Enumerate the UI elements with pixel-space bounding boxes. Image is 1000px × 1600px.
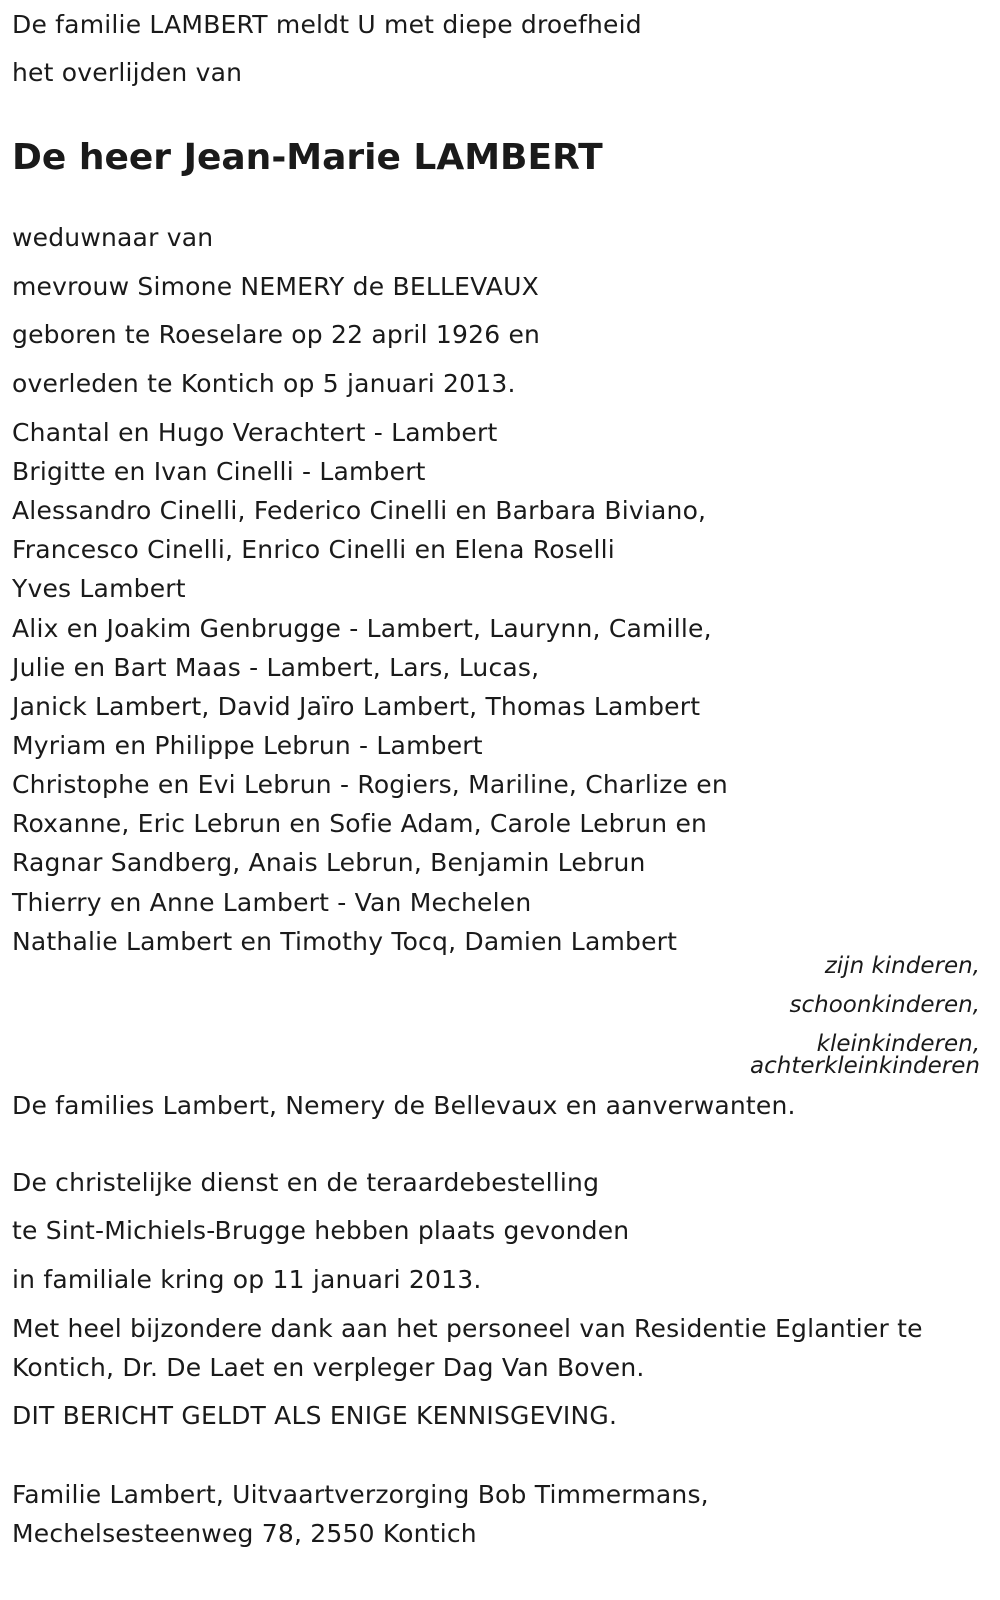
detail-line: geboren te Roeselare op 22 april 1926 en <box>12 320 541 349</box>
family-line: Brigitte en Ivan Cinelli - Lambert <box>12 457 426 486</box>
detail-line: mevrouw Simone NEMERY de BELLEVAUX <box>12 272 539 301</box>
relation-label: schoonkinderen, <box>789 992 980 1018</box>
service-line: in familiale kring op 11 januari 2013. <box>12 1265 482 1294</box>
footer-line: Mechelsesteenweg 78, 2550 Kontich <box>12 1519 477 1548</box>
detail-line: overleden te Kontich op 5 januari 2013. <box>12 369 516 398</box>
footer-line: Familie Lambert, Uitvaartverzorging Bob Timmermans, <box>12 1480 709 1509</box>
family-line: Thierry en Anne Lambert - Van Mechelen <box>12 888 532 917</box>
deceased-title: De heer Jean-Marie LAMBERT <box>12 137 603 178</box>
death-notice <box>12 0 988 1600</box>
intro-line-1: De familie LAMBERT meldt U met diepe droefheid <box>12 10 642 39</box>
thanks-line: Kontich, Dr. De Laet en verpleger Dag Van Boven. <box>12 1353 645 1382</box>
intro-line-2: het overlijden van <box>12 58 243 87</box>
detail-line: weduwnaar van <box>12 223 214 252</box>
family-line: Christophe en Evi Lebrun - Rogiers, Mariline, Charlize en <box>12 770 728 799</box>
family-line: Janick Lambert, David Jaïro Lambert, Thomas Lambert <box>12 692 701 721</box>
family-line: Nathalie Lambert en Timothy Tocq, Damien Lambert <box>12 927 678 956</box>
family-line: Myriam en Philippe Lebrun - Lambert <box>12 731 483 760</box>
relation-label: zijn kinderen, <box>824 953 980 979</box>
family-line: Chantal en Hugo Verachtert - Lambert <box>12 418 498 447</box>
family-line: Francesco Cinelli, Enrico Cinelli en Elena Roselli <box>12 535 615 564</box>
family-line: Alix en Joakim Genbrugge - Lambert, Laurynn, Camille, <box>12 614 712 643</box>
family-line: Roxanne, Eric Lebrun en Sofie Adam, Carole Lebrun en <box>12 809 708 838</box>
family-line: Julie en Bart Maas - Lambert, Lars, Lucas, <box>12 653 540 682</box>
service-line: te Sint-Michiels-Brugge hebben plaats gevonden <box>12 1216 630 1245</box>
families-line: De families Lambert, Nemery de Bellevaux en aanverwanten. <box>12 1091 796 1120</box>
thanks-line: Met heel bijzondere dank aan het personeel van Residentie Eglantier te <box>12 1314 923 1343</box>
notice-line: DIT BERICHT GELDT ALS ENIGE KENNISGEVING. <box>12 1401 618 1430</box>
relation-label: kleinkinderen, <box>816 1031 980 1057</box>
family-line: Alessandro Cinelli, Federico Cinelli en Barbara Biviano, <box>12 496 707 525</box>
service-line: De christelijke dienst en de teraardebestelling <box>12 1168 600 1197</box>
family-line: Yves Lambert <box>12 574 186 603</box>
relation-label: achterkleinkinderen <box>750 1053 980 1079</box>
family-line: Ragnar Sandberg, Anais Lebrun, Benjamin Lebrun <box>12 848 646 877</box>
